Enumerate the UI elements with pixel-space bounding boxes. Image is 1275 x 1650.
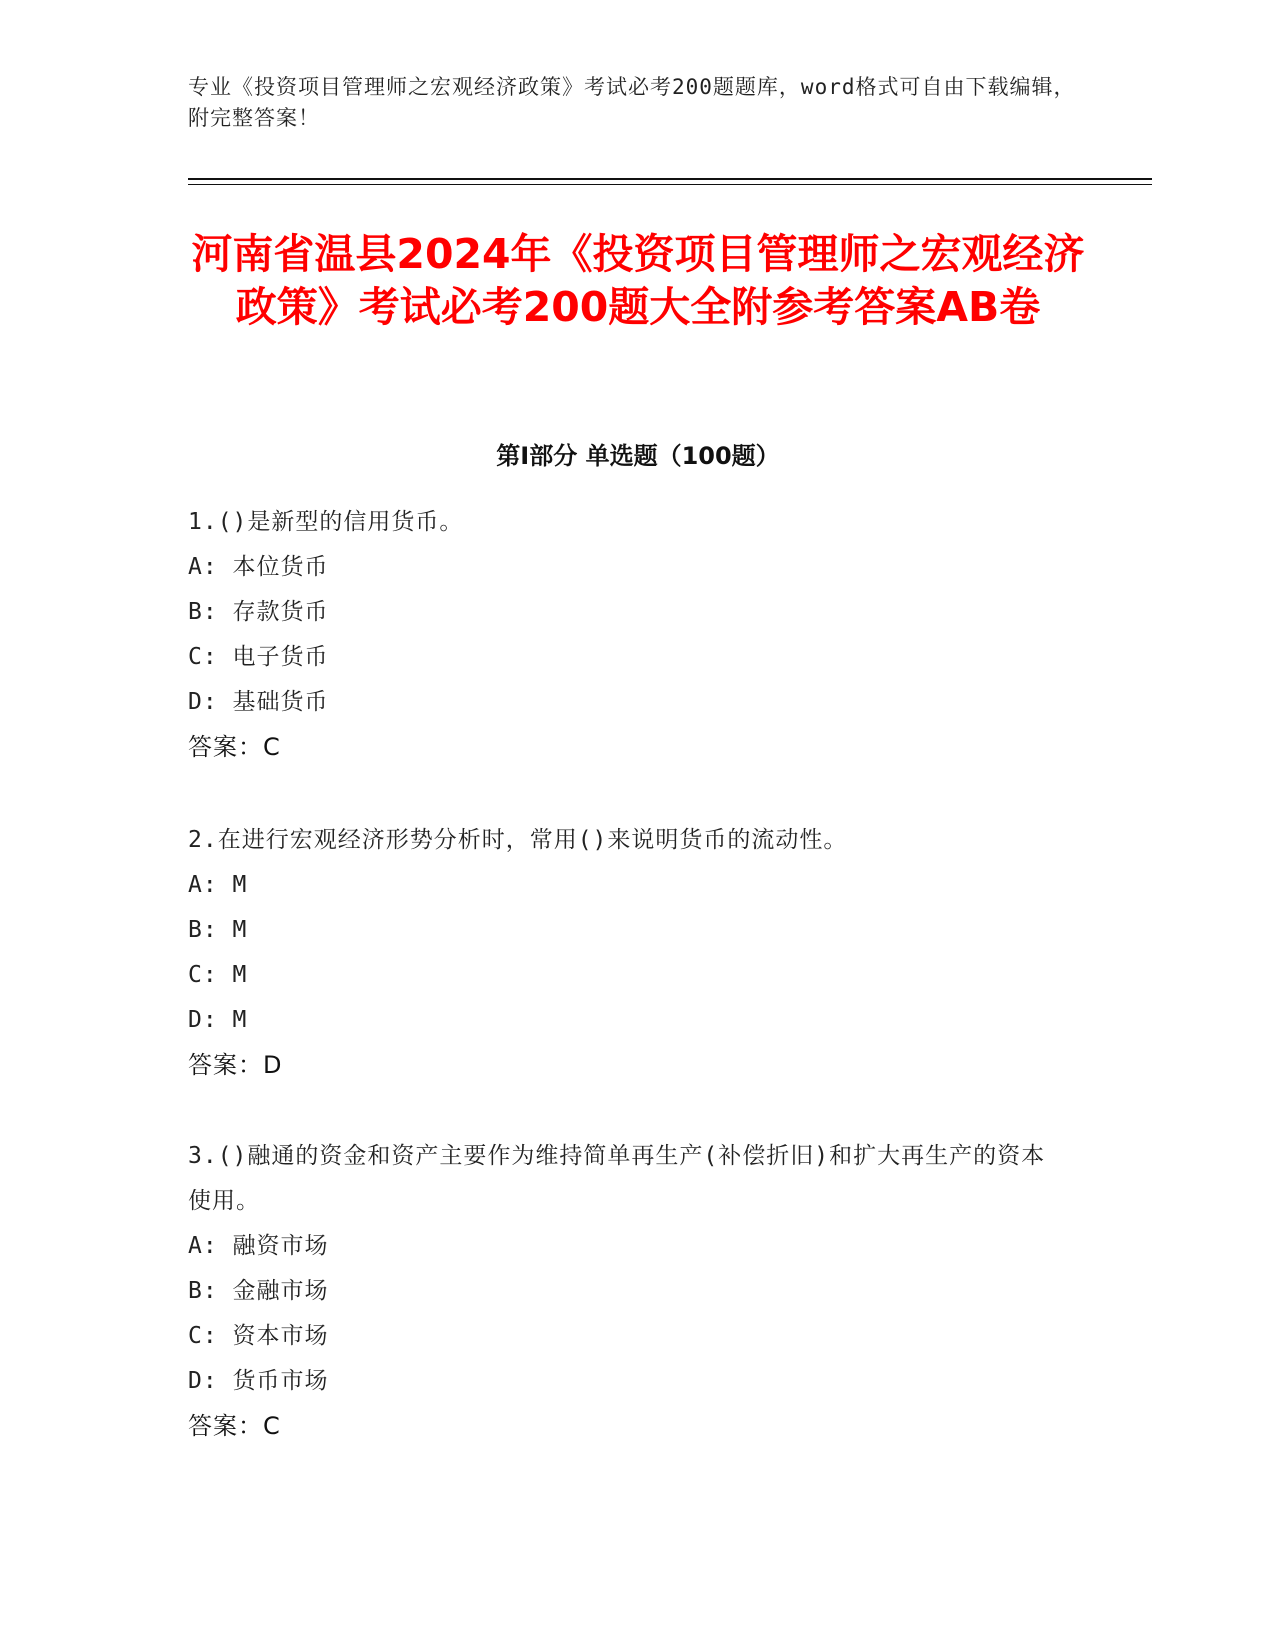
- header-rule-thin: [188, 184, 1152, 185]
- option-d: D: 基础货币: [188, 689, 329, 715]
- header-rule-thick: [188, 178, 1152, 180]
- option-b: B: 金融市场: [188, 1278, 329, 1304]
- option-d: D: M: [188, 1007, 248, 1033]
- option-c: C: M: [188, 962, 248, 988]
- option-d: D: 货币市场: [188, 1368, 329, 1394]
- answer: 答案：C: [188, 733, 281, 761]
- option-c: C: 资本市场: [188, 1323, 329, 1349]
- question-stem: 1.()是新型的信用货币。: [188, 509, 464, 535]
- option-b: B: M: [188, 917, 248, 943]
- option-a: A: M: [188, 872, 248, 898]
- question-stem: 3.()融通的资金和资产主要作为维持简单再生产(补偿折旧)和扩大再生产的资本使用。: [188, 1143, 1046, 1214]
- section-heading: 第Ⅰ部分 单选题（100题）: [496, 442, 780, 470]
- option-a: A: 融资市场: [188, 1233, 329, 1259]
- header-note: 专业《投资项目管理师之宏观经济政策》考试必考200题题库，word格式可自由下载编辑，附完整答案！: [188, 75, 1076, 130]
- question-stem: 2.在进行宏观经济形势分析时，常用()来说明货币的流动性。: [188, 827, 848, 853]
- option-c: C: 电子货币: [188, 644, 329, 670]
- question-1: [188, 500, 1068, 770]
- question-3: [188, 1134, 1068, 1449]
- answer: 答案：C: [188, 1412, 281, 1440]
- option-b: B: 存款货币: [188, 599, 329, 625]
- option-a: A: 本位货币: [188, 554, 329, 580]
- question-2: [188, 818, 1068, 1088]
- answer: 答案：D: [188, 1051, 283, 1079]
- document-title: 河南省温县2024年《投资项目管理师之宏观经济政策》考试必考200题大全附参考答案AB卷: [191, 230, 1085, 331]
